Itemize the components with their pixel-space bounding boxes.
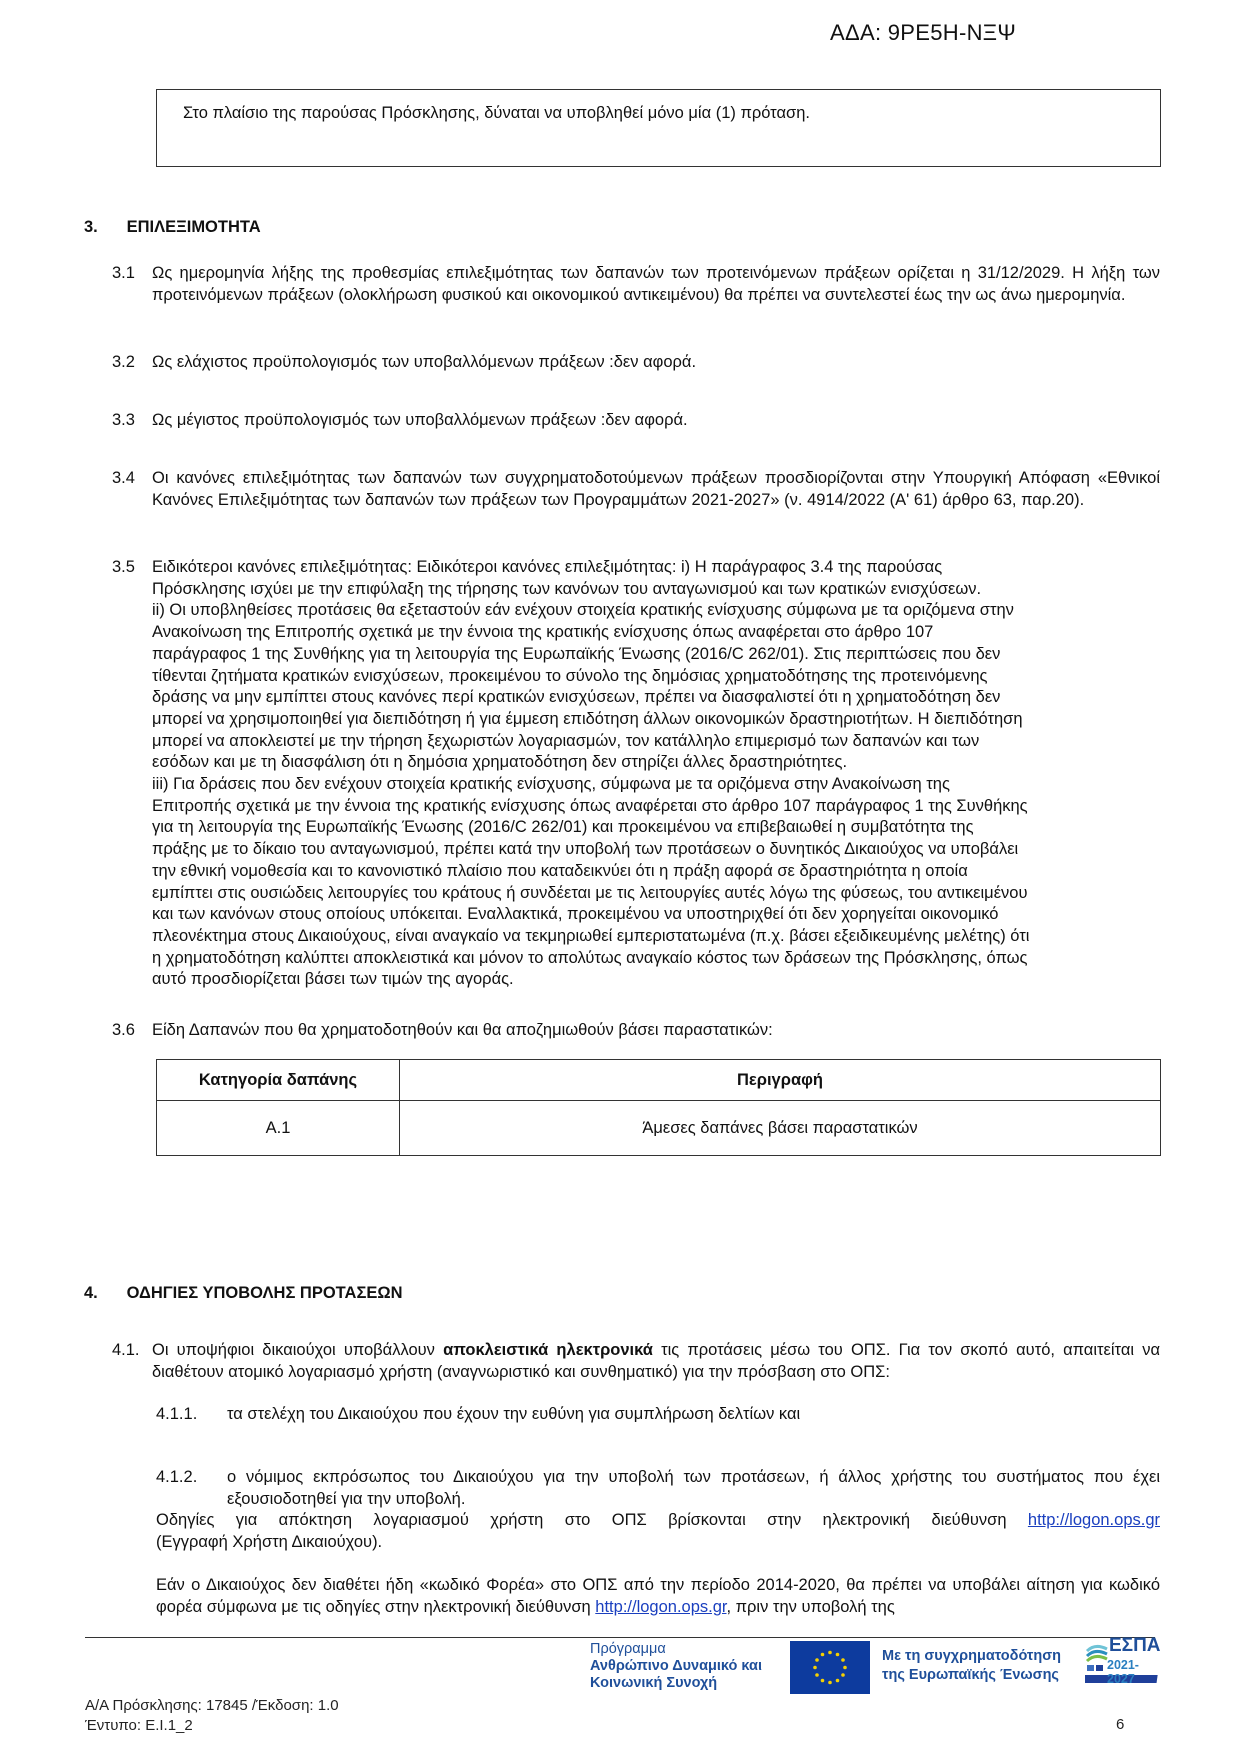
section-3-heading (84, 218, 261, 237)
paragraph-line: Ανακοίνωση της Επιτροπής σχετικά με την έννοια της κρατικής ενίσχυσης όπως αναφέρεται στο άρθρο 107 (152, 623, 934, 642)
footer-call-info (85, 1696, 339, 1736)
section-number: 3. (84, 218, 98, 236)
paragraph-number: 3.5 (112, 558, 135, 576)
paragraph-line: τίθενται ζητήματα κρατικών ενισχύσεων, προκειμένου το σύνολο της δημόσιας χρηματοδότησης της προτεινόμενης (152, 666, 988, 685)
eu-flag-icon (790, 1641, 870, 1694)
table-row (157, 1101, 1161, 1156)
text-segment: Εάν ο Δικαιούχος δεν διαθέτει ήδη «κωδικό Φορέα» στο ΟΠΣ από την περίοδο 2014-2020, θα πρέπει να υποβάλει αίτηση για κωδικό φορέα σύμφωνα με τις οδηγίες στην ηλεκτρονική διεύθυνση (156, 1576, 1160, 1616)
paragraph-line: πλεονέκτημα στους Δικαιούχους, είναι αναγκαίο να τεκμηριωθεί εμπεριστατωμένα (π.χ. βάσει εξειδικευμένης μελέτης) ότι (152, 926, 1030, 945)
paragraph-number: 4.1.2. (156, 1468, 198, 1486)
eu-stars-icon (790, 1641, 870, 1694)
column-header-description: Περιγραφή (400, 1060, 1161, 1101)
cell-category: Α.1 (157, 1101, 400, 1156)
paragraph-line: Πρόσκλησης ισχύει με την επιφύλαξη της τήρησης των κανόνων του ανταγωνισμού και των κρατικών ενισχύσεων. (152, 579, 982, 598)
paragraph-line: Επιτροπής σχετικά με την έννοια της κρατικής ενίσχυσης όπως αναφέρεται στο άρθρο 107 παράγραφος 1 της Συνθήκης (152, 796, 1028, 815)
paragraph-line: δράσης να μην εμπίπτει στους κανόνες περί κρατικών ενισχύσεων, πρέπει να διασφαλιστεί ότι η χρηματοδότηση δεν (152, 688, 1001, 707)
paragraph-text: Ως ελάχιστος προϋπολογισμός των υποβαλλόμενων πράξεων :δεν αφορά. (152, 353, 697, 371)
eu-star (815, 1673, 819, 1677)
paragraph-line: για τη λειτουργία της Ευρωπαϊκής Ένωσης (2016/C 262/01) και προκειμένου να επιβεβαιωθεί η συμβατότητα της (152, 818, 974, 837)
paragraph-number: 3.4 (112, 469, 135, 487)
paragraph-line: παράγραφος 1 της Συνθήκης για τη λειτουργία της Ευρωπαϊκής Ένωσης (2016/C 262/01). Στις περιπτώσεις που δεν (152, 644, 1001, 663)
notice-box (156, 89, 1161, 167)
instructions-note: (Εγγραφή Χρήστη Δικαιούχου). (156, 1532, 383, 1551)
cofinance-line: της Ευρωπαϊκής Ένωσης (882, 1667, 1059, 1683)
notice-text: Στο πλαίσιο της παρούσας Πρόσκλησης, δύναται να υποβληθεί μόνο μία (1) πρόταση. (183, 104, 810, 122)
paragraph-3-2 (112, 352, 1160, 374)
ada-code: ΑΔΑ: 9ΡΕ5Η-ΝΞΨ (830, 20, 1017, 45)
paragraph-line: πράξης με το δίκαιο του ανταγωνισμού, πρέπει κατά την υποβολή των προτάσεων ο δυνητικός Δικαιούχος να υποβάλει (152, 840, 1019, 859)
espa-period: 2021-2027 (1107, 1658, 1139, 1686)
body-code-paragraph (156, 1575, 1160, 1618)
emphasis-text: αποκλειστικά ηλεκτρονικά (443, 1341, 653, 1359)
cell-description: Άμεσες δαπάνες βάσει παραστατικών (400, 1101, 1161, 1156)
instructions-line (156, 1510, 1160, 1532)
form-code: Έντυπο: Ε.Ι.1_2 (85, 1717, 193, 1734)
paragraph-number: 4.1.1. (156, 1405, 198, 1423)
paragraph-number: 3.2 (112, 353, 135, 371)
paragraph-3-4 (112, 468, 1160, 511)
paragraph-line: iii) Για δράσεις που δεν ενέχουν στοιχεία κρατικής ενίσχυσης, σύμφωνα με τα οριζόμενα στην Ανακοίνωση της (152, 775, 950, 794)
program-logo (590, 1641, 762, 1692)
paragraph-number: 4.1. (112, 1341, 140, 1359)
paragraph-line: Ειδικότεροι κανόνες επιλεξιμότητας: Ειδικότεροι κανόνες επιλεξιμότητας: i) Η παράγραφος 3.4 της παρούσας (152, 558, 943, 576)
program-logo-line: Ανθρώπινο Δυναμικό και (590, 1658, 762, 1674)
eu-star (843, 1666, 847, 1670)
eu-star (828, 1651, 832, 1655)
eu-star (821, 1653, 825, 1657)
eu-star (841, 1673, 845, 1677)
call-number: Α/Α Πρόσκλησης: 17845 /Έκδοση: 1.0 (85, 1697, 339, 1714)
paragraph-line: μπορεί να χρησιμοποιηθεί για διεπιδότηση ή για έμμεση επιδότηση άλλων οικονομικών δραστηριοτήτων. Η διεπιδότηση (152, 709, 1023, 728)
eu-star (815, 1658, 819, 1662)
paragraph-text: Οι κανόνες επιλεξιμότητας των δαπανών των συγχρηματοδοτούμενων πράξεων προσδιορίζονται στην Υπουργική Απόφαση «Εθνικοί Κανόνες Επιλεξιμότητας των δαπανών των πράξεων των Προγραμμάτων 2021-2027» (ν. 4914/2022 (Α' 61) άρθρο 63, παρ.20). (152, 469, 1160, 509)
program-logo-line: Πρόγραμμα (590, 1641, 666, 1657)
paragraph-line: η χρηματοδότηση καλύπτει αποκλειστικά και μόνον το απολύτως αναγκαίο κόστος των δράσεων της Πρόσκλησης, όπως (152, 948, 1028, 967)
eu-star (841, 1658, 845, 1662)
paragraph-text: Ως μέγιστος προϋπολογισμός των υποβαλλόμενων πράξεων :δεν αφορά. (152, 411, 688, 429)
paragraph-number: 3.6 (112, 1021, 135, 1039)
column-header-category: Κατηγορία δαπάνης (157, 1060, 400, 1101)
text-segment: , πριν την υποβολή της (726, 1597, 895, 1616)
paragraph-number: 3.1 (112, 264, 135, 282)
cofinance-logo (882, 1647, 1061, 1685)
program-logo-line: Κοινωνική Συνοχή (590, 1675, 718, 1691)
eu-star (813, 1666, 817, 1670)
paragraph-3-3 (112, 410, 1160, 432)
paragraph-text: Είδη Δαπανών που θα χρηματοδοτηθούν και θα αποζημιωθούν βάσει παραστατικών: (152, 1021, 773, 1039)
paragraph-4-1-1 (156, 1404, 1160, 1426)
text-segment: Οδηγίες για απόκτηση λογαριασμού χρήστη στο ΟΠΣ βρίσκονται στην ηλεκτρονική διεύθυνση (156, 1511, 1028, 1529)
paragraph-3-1 (112, 263, 1160, 306)
page-number: 6 (1116, 1716, 1125, 1733)
cofinance-line: Με τη συγχρηματοδότηση (882, 1648, 1062, 1664)
eu-star (821, 1679, 825, 1683)
footer-divider (85, 1637, 1155, 1638)
logon-link[interactable]: http://logon.ops.gr (1027, 1511, 1160, 1529)
paragraph-text: τα στελέχη του Δικαιούχου που έχουν την ευθύνη για συμπλήρωση δελτίων και (227, 1405, 801, 1423)
paragraph-line: αυτό προσδιορίζεται βάσει των τιμών της αγοράς. (152, 970, 514, 989)
paragraph-text (152, 557, 1160, 991)
paragraph-4-1 (112, 1340, 1160, 1383)
eu-star (836, 1679, 840, 1683)
eu-star (836, 1653, 840, 1657)
espa-title: ΕΣΠΑ (1109, 1635, 1161, 1656)
paragraph-line: εσόδων και με τη διασφάλιση ότι η δημόσια χρηματοδότηση δεν στηρίζει άλλες δραστηριότητες. (152, 753, 848, 772)
cost-category-table (156, 1059, 1161, 1156)
section-title: ΕΠΙΛΕΞΙΜΟΤΗΤΑ (126, 218, 261, 236)
section-number: 4. (84, 1284, 98, 1302)
text-segment: Οι υποψήφιοι δικαιούχοι υποβάλλουν (152, 1341, 444, 1359)
section-title: ΟΔΗΓΙΕΣ ΥΠΟΒΟΛΗΣ ΠΡΟΤΑΣΕΩΝ (126, 1284, 403, 1302)
paragraph-text (152, 1340, 1160, 1383)
section-4-heading (84, 1284, 403, 1303)
paragraph-3-6 (112, 1020, 1160, 1042)
text-segment: τις προτάσεις μέσω του ΟΠΣ. Για τον σκοπό αυτό, απαιτείται να διαθέτουν ατομικό λογαριασμό χρήστη (αναγνωριστικό και συνθηματικό) για την πρόσβαση στο ΟΠΣ: (152, 1341, 1160, 1381)
paragraph-line: ii) Οι υποβληθείσες προτάσεις θα εξεταστούν εάν ενέχουν στοιχεία κρατικής ενίσχυσης σύμφωνα με τα οριζόμενα στην (152, 601, 1014, 620)
paragraph-number: 3.3 (112, 411, 135, 429)
logon-link[interactable]: http://logon.ops.gr (595, 1597, 727, 1616)
paragraph-3-5 (112, 557, 1160, 991)
paragraph-line: και των κανόνων στους οποίους υπόκειται. Εναλλακτικά, προκειμένου να υποστηριχθεί ότι δεν χορηγείται οικονομικό (152, 905, 999, 924)
paragraph-text: ο νόμιμος εκπρόσωπος του Δικαιούχου για την υποβολή των προτάσεων, ή άλλος χρήστης του συστήματος που έχει εξουσιοδοτηθεί για την υποβολή. (227, 1468, 1160, 1508)
account-instructions (156, 1510, 1160, 1553)
paragraph-4-1-2 (156, 1467, 1160, 1510)
eu-star (828, 1681, 832, 1685)
paragraph-text: Ως ημερομηνία λήξης της προθεσμίας επιλεξιμότητας των δαπανών των προτεινόμενων πράξεων ορίζεται η 31/12/2029. Η λήξη των προτεινόμενων πράξεων (ολοκλήρωση φυσικού και οικονομικού αντικειμένου) θα πρέπει να συντελεστεί έως την ως άνω ημερομηνία. (152, 264, 1160, 304)
espa-logo (1085, 1637, 1165, 1687)
paragraph-line: την εθνική νομοθεσία και το κανονιστικό πλαίσιο που καταδεικνύει ότι η πράξη αφορά σε δραστηριότητα η οποία (152, 861, 968, 880)
paragraph-line: μπορεί να αποκλειστεί με την τήρηση ξεχωριστών λογαριασμών, τον κατάλληλο επιμερισμό των δαπανών και των (152, 731, 980, 750)
table-header-row (157, 1060, 1161, 1101)
paragraph-line: εμπίπτει στις ουσιώδεις λειτουργίες του κράτους ή συνδέεται με τις λειτουργίες αυτές λόγω της φύσεως, του αντικειμένου (152, 883, 1028, 902)
